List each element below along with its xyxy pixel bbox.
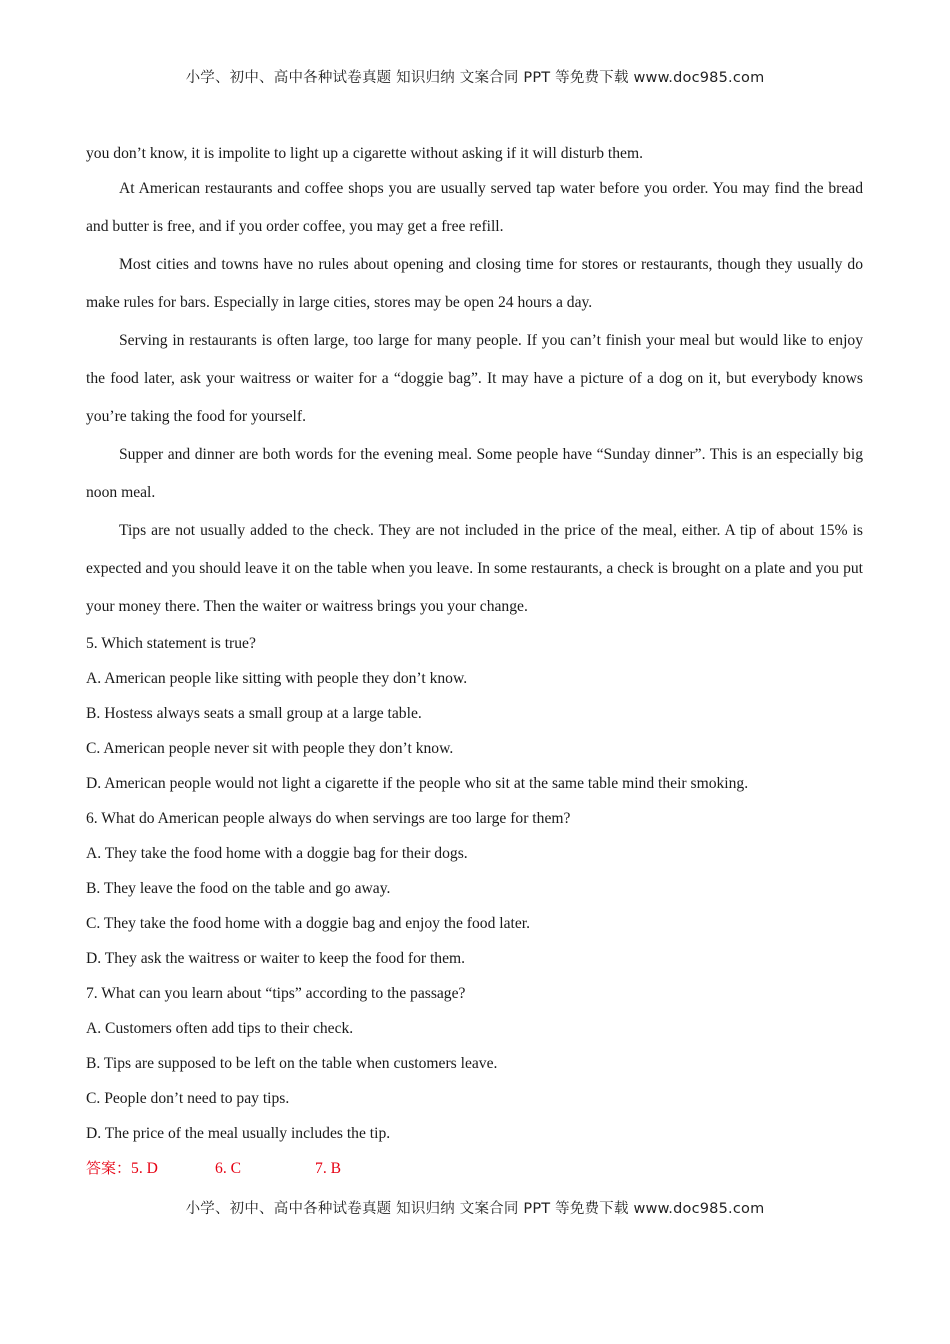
- document-body: [86, 135, 863, 1186]
- question-option: C. American people never sit with people they don’t know.: [86, 740, 454, 757]
- question-option: D. American people would not light a cigarette if the people who sit at the same table mind their smoking.: [86, 775, 749, 792]
- question-option: A. They take the food home with a doggie bag for their dogs.: [86, 845, 468, 862]
- passage-paragraph: you don’t know, it is impolite to light up a cigarette without asking if it will disturb them.: [86, 145, 643, 162]
- question-option: C. People don’t need to pay tips.: [86, 1090, 290, 1107]
- passage-paragraph: Serving in restaurants is often large, too large for many people. If you can’t finish your meal but would like to enjoy the food later, ask your waitress or waiter for a “doggie bag”. It may have a picture of a dog on it, but everybody knows you’re taking the food for yourself.: [86, 332, 863, 425]
- question-option: A. Customers often add tips to their check.: [86, 1020, 354, 1037]
- passage-paragraph: At American restaurants and coffee shops you are usually served tap water before you order. You may find the bread and butter is free, and if you order coffee, you may get a free refill.: [86, 180, 863, 235]
- question-option: B. Hostess always seats a small group at a large table.: [86, 705, 422, 722]
- answer-label: 答案：: [86, 1159, 132, 1177]
- passage-paragraph: Most cities and towns have no rules about opening and closing time for stores or restaurants, though they usually do make rules for bars. Especially in large cities, stores may be open 24 hours a day.: [86, 256, 863, 311]
- question-option: C. They take the food home with a doggie bag and enjoy the food later.: [86, 915, 531, 932]
- question-stem: 7. What can you learn about “tips” according to the passage?: [86, 985, 466, 1002]
- passage-paragraph: Tips are not usually added to the check. They are not included in the price of the meal, either. A tip of about 15% is expected and you should leave it on the table when you leave. In some restaurants, a check is brought on a plate and you put your money there. Then the waiter or waitress brings you your change.: [86, 522, 863, 615]
- question-option: A. American people like sitting with people they don’t know.: [86, 670, 468, 687]
- question-6: [86, 801, 863, 976]
- passage-paragraph: Supper and dinner are both words for the evening meal. Some people have “Sunday dinner”. This is an especially big noon meal.: [86, 446, 863, 501]
- question-option: B. Tips are supposed to be left on the table when customers leave.: [86, 1055, 498, 1072]
- page-header: 小学、初中、高中各种试卷真题 知识归纳 文案合同 PPT 等免费下载 www.doc985.com: [185, 70, 765, 86]
- question-option: B. They leave the food on the table and go away.: [86, 880, 391, 897]
- question-option: D. The price of the meal usually includes the tip.: [86, 1125, 391, 1142]
- question-option: D. They ask the waitress or waiter to keep the food for them.: [86, 950, 466, 967]
- answer-key: [86, 1151, 863, 1186]
- answer-item: 6. C: [215, 1160, 242, 1177]
- answer-item: 5. D: [131, 1160, 158, 1177]
- question-7: [86, 976, 863, 1151]
- question-stem: 5. Which statement is true?: [86, 635, 256, 652]
- answer-item: 7. B: [315, 1160, 342, 1177]
- question-5: [86, 626, 863, 801]
- page-footer: 小学、初中、高中各种试卷真题 知识归纳 文案合同 PPT 等免费下载 www.doc985.com: [185, 1201, 765, 1217]
- question-stem: 6. What do American people always do when servings are too large for them?: [86, 810, 571, 827]
